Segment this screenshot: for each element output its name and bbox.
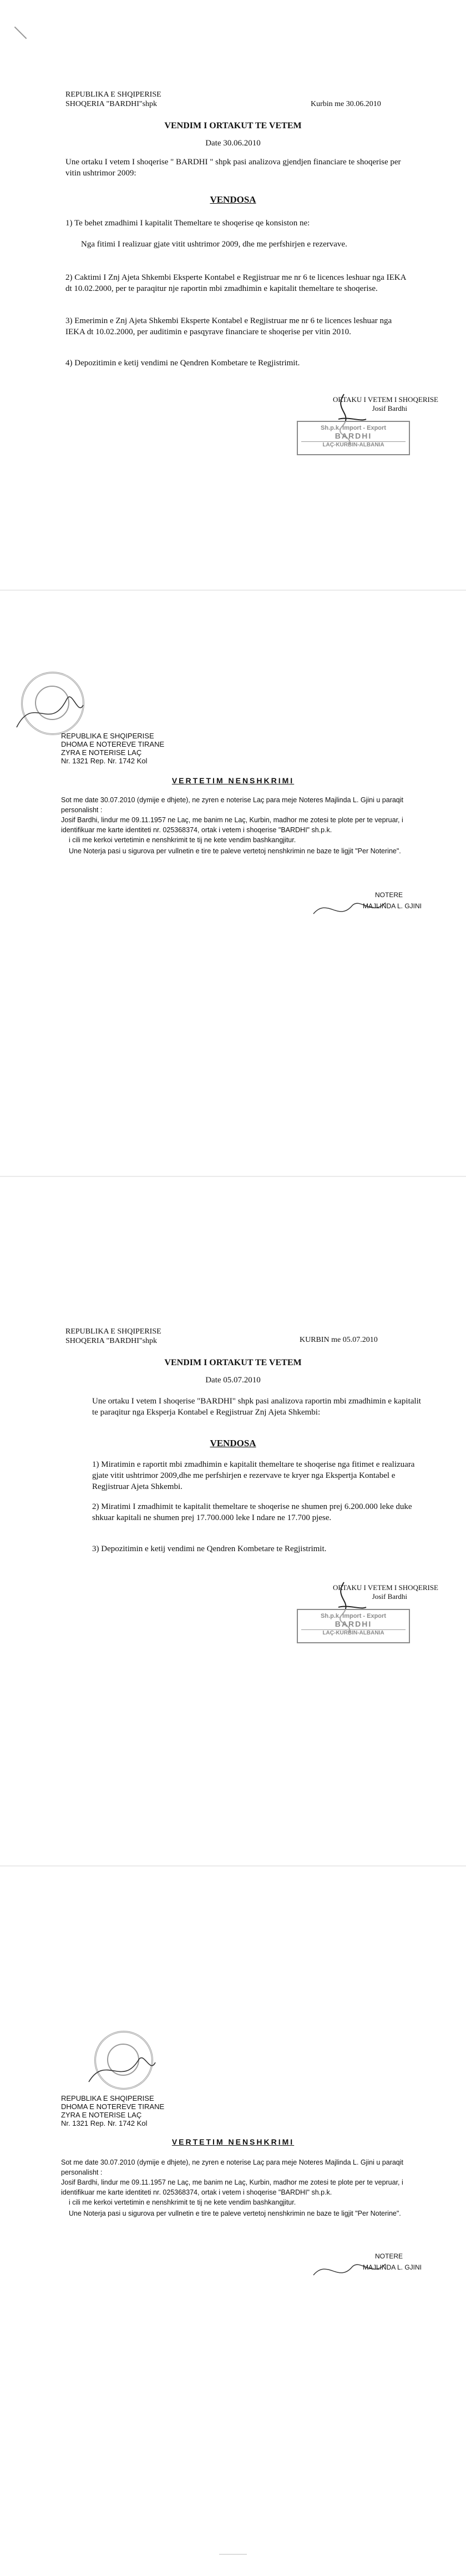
doc2-company-stamp — [297, 1609, 410, 1643]
notary2-name: MAJLINDA L. GJINI — [362, 2263, 422, 2271]
doc2-place-date: KURBIN me 05.07.2010 — [300, 1336, 378, 1344]
notary2-title-label: NOTERE — [374, 2252, 403, 2260]
notary2-body — [61, 2157, 416, 2218]
doc1-header-country: REPUBLIKA E SHQIPERISE — [65, 90, 161, 99]
notary2-name-scribble — [311, 2253, 388, 2286]
doc1-item-3: 3) Emerimin e Znj Ajeta Shkembi Eksperte Kontabel e Regjistruar me nr 6 te licences leshuar nga IEKA dt 10.02.2000, per auditimin e pasqyrave financiare te shoqerise per vitin 2010. — [65, 316, 392, 336]
doc2-item-3: 3) Depozitimin e ketij vendimi ne Qendren Kombetare te Regjistrimit. — [92, 1544, 327, 1553]
doc2-date: Date 05.07.2010 — [205, 1376, 261, 1385]
notary1-title-label: NOTERE — [374, 891, 403, 899]
bottom-scan-mark — [219, 2554, 247, 2555]
corner-mark — [14, 27, 27, 39]
notary1-title: VERTETIM NENSHKRIMI — [171, 776, 295, 785]
doc2-header-country: REPUBLIKA E SHQIPERISE — [65, 1327, 161, 1336]
notary1-header-office: ZYRA E NOTERISE LAÇ — [61, 748, 142, 757]
page-divider-3 — [0, 1865, 466, 1866]
doc1-title: VENDIM I ORTAKUT TE VETEM — [164, 121, 302, 130]
notary1-register-numbers: Nr. 1321 Rep. Nr. 1742 Kol — [61, 757, 148, 765]
doc1-item-2: 2) Caktimi I Znj Ajeta Shkembi Eksperte Kontabel e Regjistruar me nr 6 te licences leshuar nga IEKA dt 10.02.2000, per te paraqitur nje raportin mbi zmadhimin e kapitalit themeltare te shoqerise. — [65, 273, 406, 293]
doc1-signer-title: ORTAKU I VETEM I SHOQERISE — [332, 395, 438, 404]
doc2-signer-title: ORTAKU I VETEM I SHOQERISE — [332, 1583, 438, 1592]
notary2-header-office: ZYRA E NOTERISE LAÇ — [61, 2111, 142, 2119]
notary2-body-para2: Josif Bardhi, lindur me 09.11.1957 ne Laç, me banim ne Laç, Kurbin, madhor me zotesi te plote per te vepruar, i identifikuar me karte identiteti nr. 025368374, ortak i vetem i shoqerise "BARDHI" sh.p.k. — [61, 2178, 403, 2196]
page-divider-2 — [0, 1176, 466, 1177]
doc1-item-4: 4) Depozitimin e ketij vendimi ne Qendren Kombetare te Regjistrimit. — [65, 359, 300, 368]
doc2-stamp-line1: Sh.p.k. Import - Export — [321, 1613, 386, 1619]
notary1-header-chamber: DHOMA E NOTEREVE TIRANE — [61, 740, 165, 748]
doc2-decides-heading: VENDOSA — [210, 1438, 256, 1448]
doc2-header — [65, 1327, 161, 1346]
doc1-stamp-line1: Sh.p.k. Import - Export — [321, 425, 386, 431]
doc1-item-1: 1) Te behet zmadhimi I kapitalit Themeltare te shoqerise qe konsiston ne: — [65, 219, 310, 228]
doc1-intro: Une ortaku I vetem I shoqerise " BARDHI " shpk pasi analizova gjendjen financiare te shoqerise per vitin ushtrimor 2009: — [65, 158, 401, 178]
doc2-stamp-line2: BARDHI — [335, 1619, 372, 1628]
notary1-body-para4: Une Noterja pasi u sigurova per vullnetin e tire te paleve vertetoj nenshkrimin ne baze te ligjit "Per Noterine". — [69, 847, 401, 855]
doc1-header — [65, 90, 161, 109]
notary1-name-scribble — [311, 892, 388, 925]
doc2-intro: Une ortaku I vetem I shoqerise "BARDHI" shpk pasi analizova raportin mbi zmadhimin e kapitalit te paraqitur nga Eksperja Kontabel e Regjistruar Znj Ajeta Shkembi: — [92, 1397, 421, 1417]
notary1-header — [61, 732, 164, 765]
doc1-company-stamp — [297, 421, 410, 455]
notary1-body-para3: i cili me kerkoi vertetimin e nenshkrimit te tij ne kete vendim bashkangjitur. — [69, 836, 296, 844]
notary2-title: VERTETIM NENSHKRIMI — [171, 2137, 295, 2146]
doc2-item-2: 2) Miratimi I zmadhimit te kapitalit themeltare te shoqerise ne shumen prej 6.200.000 leke duke shkuar kapitali ne shumen prej 17.700.000 leke I ndare ne 17.700 pjese. — [92, 1502, 412, 1522]
notary1-header-country: REPUBLIKA E SHQIPERISE — [61, 732, 154, 740]
notary1-body-para1: Sot me date 30.07.2010 (dymije e dhjete), ne zyren e noterise Laç para meje Noteres Majlinda L. Gjini u paraqit personalisht : — [61, 796, 404, 814]
doc2-item-1: 1) Miratimin e raportit mbi zmadhimin e kapitalit themeltare te shoqerise nga fitimet e realizuara gjate vitit ushtrimor 2009,dhe me perfshirjen e rezervave te kryer nga Ekspertja Kontabel e Regjistruar Ajeta Shkembi. — [92, 1460, 415, 1491]
doc2-signer-name: Josif Bardhi — [372, 1592, 407, 1601]
notary1-body — [61, 795, 416, 856]
doc2-header-company: SHOQERIA "BARDHI"shpk — [65, 1337, 158, 1345]
notary2-signature-scribble — [83, 2043, 161, 2093]
page-divider-1 — [0, 590, 466, 591]
notary2-register-numbers: Nr. 1321 Rep. Nr. 1742 Kol — [61, 2119, 148, 2127]
notary1-body-para2: Josif Bardhi, lindur me 09.11.1957 ne Laç, me banim ne Laç, Kurbin, madhor me zotesi te plote per te vepruar, i identifikuar me karte identiteti nr. 025368374, ortak i vetem i shoqerise "BARDHI" sh.p.k. — [61, 816, 403, 834]
notary2-body-para1: Sot me date 30.07.2010 (dymije e dhjete), ne zyren e noterise Laç para meje Noteres Majlinda L. Gjini u paraqit personalisht : — [61, 2159, 404, 2176]
notary1-signature-scribble — [11, 683, 89, 738]
doc1-item-1-detail: Nga fitimi I realizuar gjate vitit ushtrimor 2009, dhe me perfshirjen e rezervave. — [81, 240, 347, 249]
notary2-body-para4: Une Noterja pasi u sigurova per vullnetin e tire te paleve vertetoj nenshkrimin ne baze te ligjit "Per Noterine". — [69, 2210, 401, 2217]
doc1-decides-heading: VENDOSA — [210, 194, 256, 205]
notary2-header-chamber: DHOMA E NOTEREVE TIRANE — [61, 2102, 165, 2111]
doc2-title: VENDIM I ORTAKUT TE VETEM — [164, 1358, 302, 1367]
notary2-header — [61, 2094, 164, 2127]
doc1-stamp-line2: BARDHI — [335, 431, 372, 440]
doc1-stamp-line3: LAÇ-KURBIN-ALBANIA — [301, 441, 406, 448]
doc2-stamp-line3: LAÇ-KURBIN-ALBANIA — [301, 1629, 406, 1636]
doc1-place-date: Kurbin me 30.06.2010 — [311, 100, 381, 108]
notary2-header-country: REPUBLIKA E SHQIPERISE — [61, 2094, 154, 2102]
doc1-header-company: SHOQERIA "BARDHI"shpk — [65, 100, 158, 108]
doc1-date: Date 30.06.2010 — [205, 139, 261, 148]
notary2-body-para3: i cili me kerkoi vertetimin e nenshkrimit te tij ne kete vendim bashkangjitur. — [69, 2198, 296, 2206]
doc1-signer-name: Josif Bardhi — [372, 404, 407, 412]
notary1-name: MAJLINDA L. GJINI — [362, 902, 422, 910]
